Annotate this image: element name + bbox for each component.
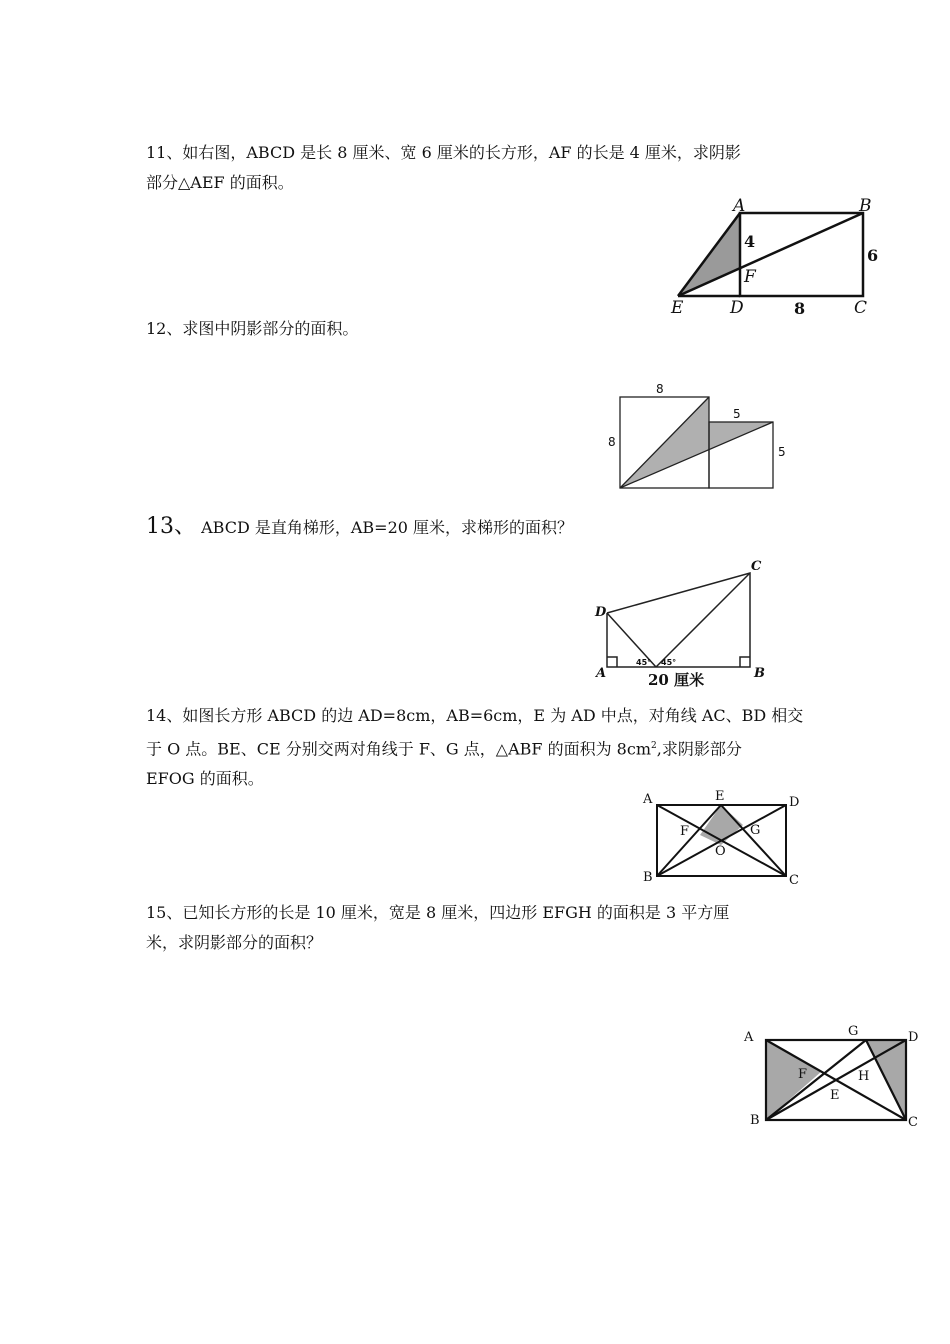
q11-label-e: E bbox=[671, 298, 684, 318]
q14-line-be bbox=[657, 805, 721, 876]
q11-label-d: D bbox=[730, 298, 744, 318]
q14-line2-sup: 2 bbox=[651, 741, 657, 751]
q13-right-angle-b bbox=[740, 657, 750, 667]
q13-text bbox=[146, 512, 816, 543]
q14-label-a: A bbox=[643, 792, 653, 807]
q13-label-a: A bbox=[596, 666, 607, 681]
q11-label-b: B bbox=[859, 196, 872, 216]
q12-line1: 12、求图中阴影部分的面积。 bbox=[146, 319, 359, 338]
q13-label-b: B bbox=[754, 666, 765, 681]
q15-line2: 米，求阴影部分的面积？ bbox=[146, 933, 323, 952]
q12-figure bbox=[600, 375, 800, 495]
q14-label-d: D bbox=[789, 795, 800, 810]
q14-line3: EFOG 的面积。 bbox=[146, 769, 264, 789]
q13-trapezoid bbox=[607, 573, 750, 667]
q15-label-a: A bbox=[744, 1030, 754, 1045]
q13-angle-left: 45° bbox=[636, 658, 652, 667]
q13-right-angle-a bbox=[607, 657, 617, 667]
q14-line-ce bbox=[721, 805, 786, 876]
q15-text bbox=[146, 898, 816, 958]
q15-label-g: G bbox=[848, 1024, 859, 1039]
q13-figure bbox=[590, 555, 770, 690]
q14-line2-b: ,求阴影部分 bbox=[656, 739, 742, 759]
q13-label-d: D bbox=[595, 605, 607, 620]
q15-label-c: C bbox=[908, 1115, 918, 1130]
q11-rectangle bbox=[740, 213, 863, 296]
q14-label-o: O bbox=[715, 844, 726, 859]
q13-angle-right: 45° bbox=[661, 658, 677, 667]
q14-line1: 14、如图长方形 ABCD 的边 AD=8cm，AB=6cm，E 为 AD 中点，对角线 AC、BD 相交 bbox=[146, 706, 804, 725]
q14-label-c: C bbox=[789, 873, 799, 888]
q13-number: 13、 bbox=[146, 514, 196, 539]
q12-text bbox=[146, 314, 816, 344]
q11-label-dc: 8 bbox=[794, 299, 806, 318]
q13-line1: ABCD 是直角梯形，AB=20 厘米，求梯形的面积？ bbox=[201, 518, 574, 537]
q13-line-cm bbox=[656, 573, 750, 667]
q15-shaded-left bbox=[766, 1040, 822, 1120]
q13-label-base: 20 厘米 bbox=[648, 671, 705, 689]
q11-label-f: F bbox=[744, 267, 756, 287]
q14-label-b: B bbox=[643, 870, 653, 885]
q14-shaded-efog bbox=[700, 805, 743, 845]
q11-figure bbox=[660, 190, 890, 320]
q15-figure bbox=[740, 1020, 920, 1135]
q12-label-big-top: 8 bbox=[656, 382, 664, 396]
q14-label-g: G bbox=[750, 823, 761, 838]
q12-label-big-left: 8 bbox=[608, 435, 616, 449]
q14-label-f: F bbox=[680, 824, 690, 839]
q11-line2: 部分△AEF 的面积。 bbox=[146, 173, 294, 192]
q14-label-e: E bbox=[715, 789, 725, 804]
q15-label-f: F bbox=[798, 1067, 808, 1082]
q11-label-bc: 6 bbox=[867, 246, 879, 265]
q11-line1: 11、如右图，ABCD 是长 8 厘米、宽 6 厘米的长方形，AF 的长是 4 厘米，求阴影 bbox=[146, 143, 741, 162]
q15-label-d: D bbox=[908, 1030, 919, 1045]
q15-line1: 15、已知长方形的长是 10 厘米，宽是 8 厘米，四边形 EFGH 的面积是 3 平方厘 bbox=[146, 903, 730, 922]
q11-label-c: C bbox=[854, 298, 868, 318]
q11-text bbox=[146, 138, 816, 198]
q15-label-h: H bbox=[858, 1069, 870, 1084]
q11-label-af: 4 bbox=[744, 232, 756, 251]
q12-label-small-right: 5 bbox=[778, 445, 786, 459]
q14-text bbox=[146, 701, 816, 794]
q11-label-a: A bbox=[733, 196, 746, 216]
q14-line2-a: 于 O 点。BE、CE 分别交两对角线于 F、G 点，△ABF 的面积为 8cm bbox=[146, 739, 651, 759]
q12-label-small-top: 5 bbox=[733, 407, 741, 421]
q14-figure bbox=[635, 785, 810, 890]
q15-label-e: E bbox=[830, 1088, 840, 1103]
q13-label-c: C bbox=[751, 559, 762, 574]
q15-label-b: B bbox=[750, 1113, 760, 1128]
q11-line-eb bbox=[678, 213, 863, 296]
